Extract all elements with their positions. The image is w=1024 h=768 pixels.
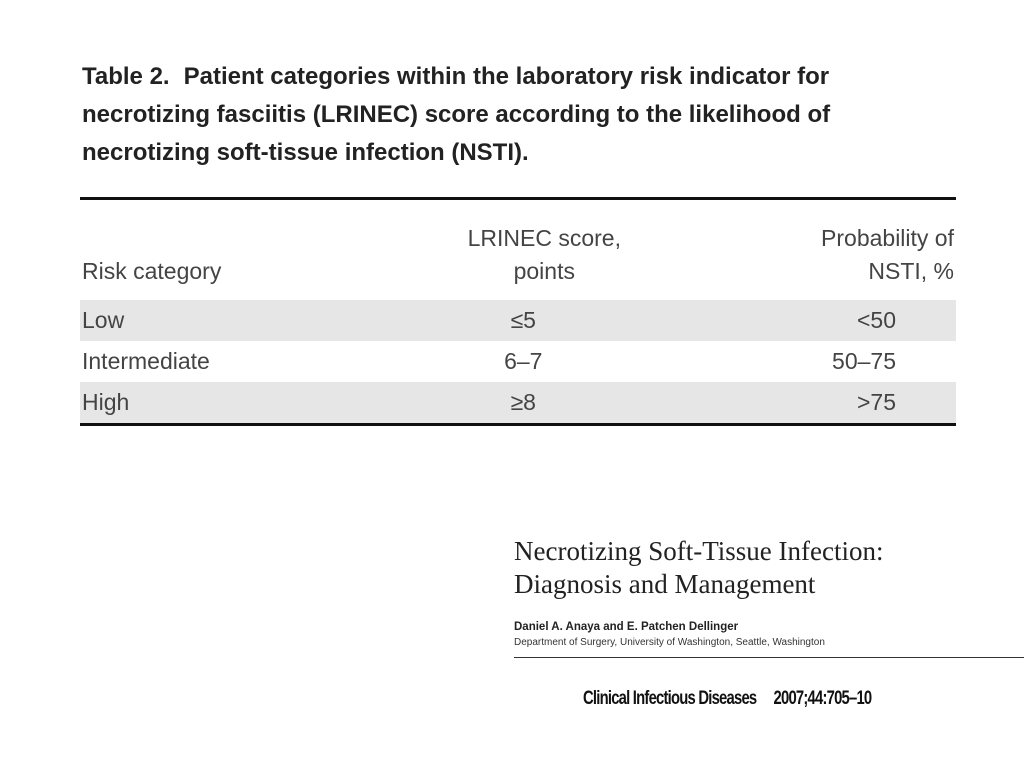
cell-score: ≤5	[395, 300, 693, 341]
header-prob-line2: NSTI, %	[868, 258, 954, 284]
article-affiliation: Department of Surgery, University of Washington, Seattle, Washington	[514, 637, 1024, 658]
article-title-line2: Diagnosis and Management	[514, 569, 816, 599]
table-header-row	[80, 200, 956, 300]
header-probability	[693, 200, 956, 300]
header-prob-line1: Probability of	[821, 225, 954, 251]
risk-table-grid	[80, 200, 956, 423]
table-caption	[82, 58, 962, 172]
cell-risk: Low	[80, 300, 395, 341]
header-score-line1: LRINEC score,	[467, 225, 621, 251]
article-title	[514, 535, 1024, 601]
table-row	[80, 341, 956, 382]
cell-risk: Intermediate	[82, 348, 210, 374]
cell-probability: <50	[693, 300, 956, 341]
cell-probability: 50–75	[832, 348, 896, 374]
cell-score: 6–7	[504, 348, 543, 374]
table-row	[80, 300, 956, 341]
header-risk-category	[80, 200, 395, 300]
table-number: Table 2.	[82, 63, 170, 90]
cell-probability: >75	[693, 382, 956, 423]
cell-score: ≥8	[395, 382, 693, 423]
risk-table	[80, 197, 956, 426]
journal-volume: 2007;44:705–10	[773, 688, 872, 709]
article-citation	[514, 535, 1024, 658]
header-lrinec-score	[395, 200, 693, 300]
article-authors: Daniel A. Anaya and E. Patchen Dellinger	[514, 621, 739, 633]
header-risk-label: Risk category	[82, 258, 222, 284]
article-title-line1: Necrotizing Soft-Tissue Infection:	[514, 536, 884, 566]
header-score-line2: points	[513, 258, 575, 284]
journal-reference	[583, 688, 871, 710]
journal-name: Clinical Infectious Diseases	[583, 688, 757, 709]
cell-risk: High	[80, 382, 395, 423]
table-caption-text: Patient categories within the laboratory risk indicator for necrotizing fasciitis (LRINEC) score according to the likelihood of necrotizing soft-tissue infection (NSTI).	[82, 63, 831, 166]
table-row	[80, 382, 956, 423]
